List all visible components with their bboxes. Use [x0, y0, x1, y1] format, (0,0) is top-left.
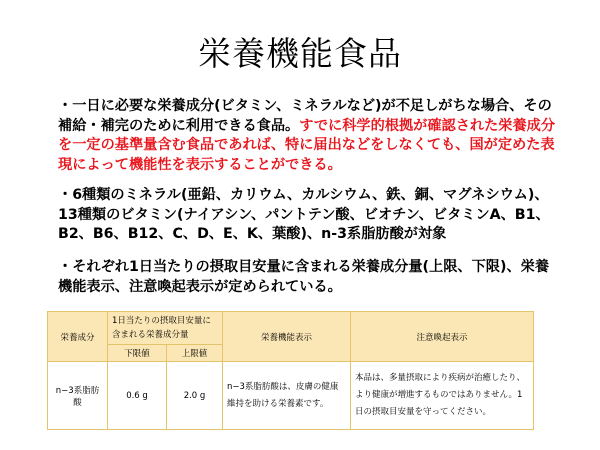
header-upper: 上限値: [167, 345, 223, 362]
cell-lower: 0.6 g: [108, 362, 167, 430]
paragraph-standards: ・それぞれ1日当たりの摂取目安量に含まれる栄養成分量(上限、下限)、栄養機能表示、注意喚起表示が定められている。: [58, 259, 550, 295]
header-caution: 注意喚起表示: [351, 312, 534, 362]
cell-nutrient: n−3系脂肪酸: [48, 362, 108, 430]
header-nutrient: 栄養成分: [48, 312, 108, 362]
header-amount-group: 1日当たりの摂取目安量に含まれる栄養成分量: [108, 312, 223, 345]
page-title: 栄養機能食品: [198, 34, 402, 73]
header-lower: 下限値: [108, 345, 167, 362]
paragraph-definition: [58, 97, 558, 175]
definition-text: ・一日に必要な栄養成分(ビタミン、ミネラルなど)が不足しがちな場合、その補給・補完のために利用できる食品。: [58, 98, 552, 134]
header-function: 栄養機能表示: [223, 312, 351, 362]
cell-upper: 2.0 g: [167, 362, 223, 430]
paragraph-target-nutrients: ・6種類のミネラル(亜鉛、カリウム、カルシウム、鉄、銅、マグネシウム)、13種類のビタミン(ナイアシン、パントテン酸、ビオチン、ビタミンA、B1、B2、B6、B12、C、D、E、K、葉酸)、n-3系脂肪酸が対象: [58, 187, 550, 242]
table-row: [48, 362, 534, 430]
cell-caution: 本品は、多量摂取により疾病が治癒したり、より健康が増進するものではありません。1日の摂取目安量を守ってください。: [351, 362, 534, 430]
cell-function: n−3系脂肪酸は、皮膚の健康維持を助ける栄養素です。: [223, 362, 351, 430]
nutrient-table: [47, 311, 534, 430]
definition-highlight-text: すでに科学的根拠が確認された栄養成分を一定の基準量含む食品であれば、特に届出などをしなくても、国が定めた表現によって機能性を表示することができる。: [58, 117, 556, 173]
